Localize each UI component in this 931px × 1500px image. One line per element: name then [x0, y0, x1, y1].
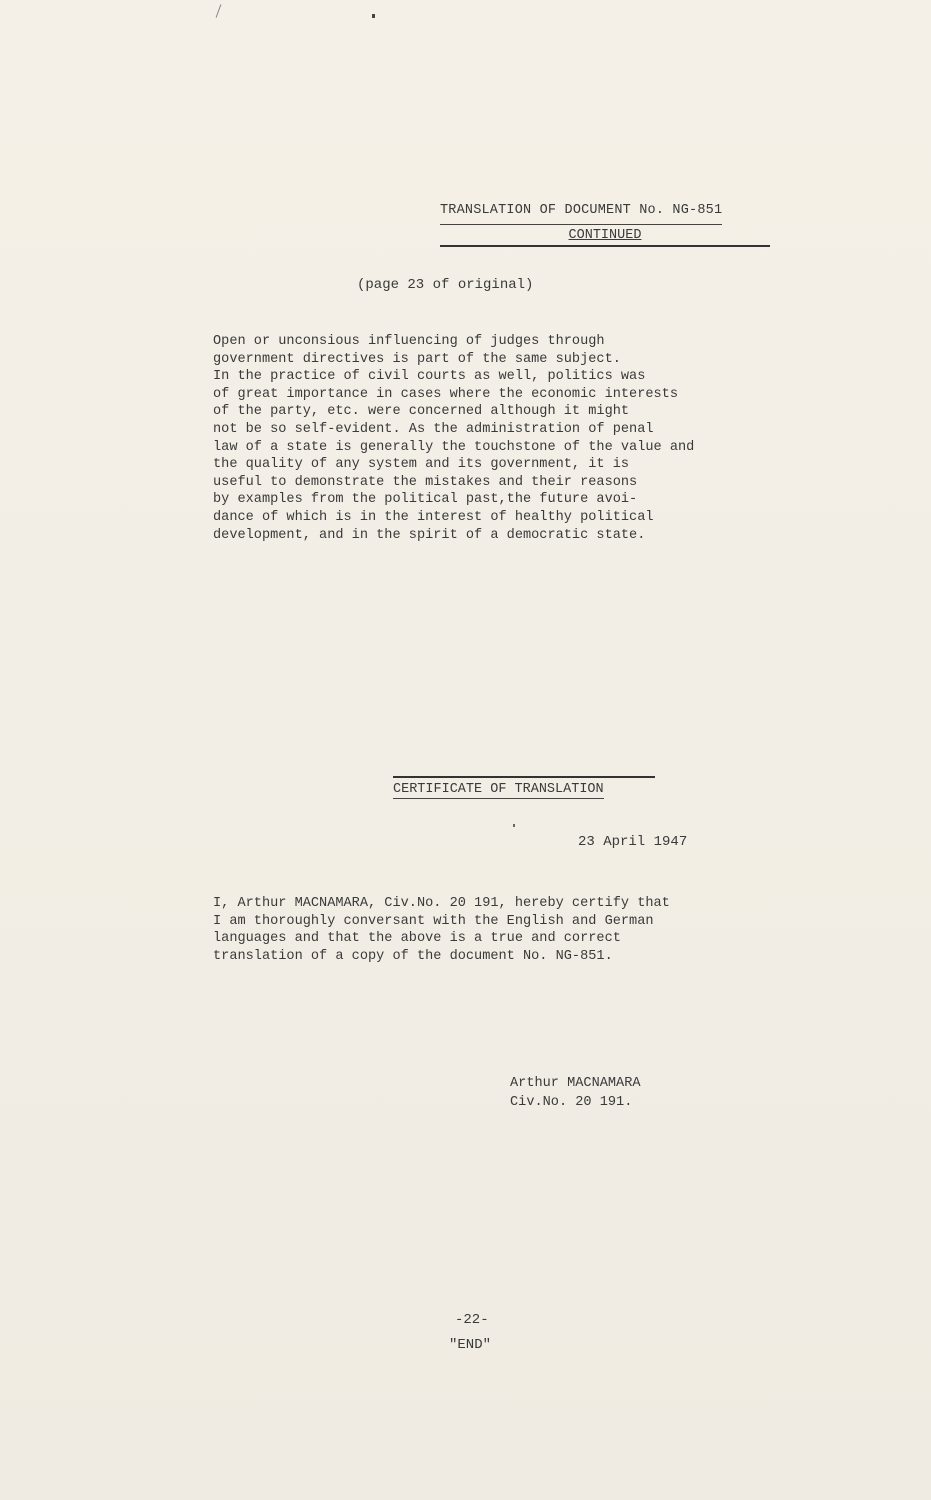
stray-dot-top	[372, 14, 375, 18]
certificate-title-text: CERTIFICATE OF TRANSLATION	[393, 782, 604, 797]
page-number: -22-	[455, 1312, 489, 1328]
document-header	[440, 200, 770, 247]
certificate-title	[393, 776, 655, 797]
certificate-date: 23 April 1947	[578, 834, 688, 850]
signature-block: Arthur MACNAMARA Civ.No. 20 191.	[510, 1076, 641, 1110]
header-subtitle-text: CONTINUED	[568, 228, 642, 243]
stray-mark-top	[216, 4, 222, 17]
body-paragraph: Open or unconsious influencing of judges through government directives is part of the same subject. In the practice of civil courts as well, politics was of great importance in cases where the economic interests of the party, etc. were concerned although it might not be so self-evident. As the administration of penal law of a state is generally the touchstone of the value and the quality of any system and its government, it is useful to demonstrate the mistakes and their reasons by examples from the political past,the future avoi- dance of which is in the interest of healthy political development, and in the spirit of a democratic state.	[213, 334, 695, 543]
header-subtitle	[440, 228, 770, 247]
end-mark: "END"	[449, 1337, 492, 1353]
page-reference: (page 23 of original)	[357, 277, 534, 293]
header-title: TRANSLATION OF DOCUMENT No. NG-851	[440, 203, 722, 225]
stray-dot-mid	[513, 824, 515, 827]
certificate-text: I, Arthur MACNAMARA, Civ.No. 20 191, hereby certify that I am thoroughly conversant with the English and German languages and that the above is a true and correct translation of a copy of the document No. NG-851.	[213, 896, 670, 964]
